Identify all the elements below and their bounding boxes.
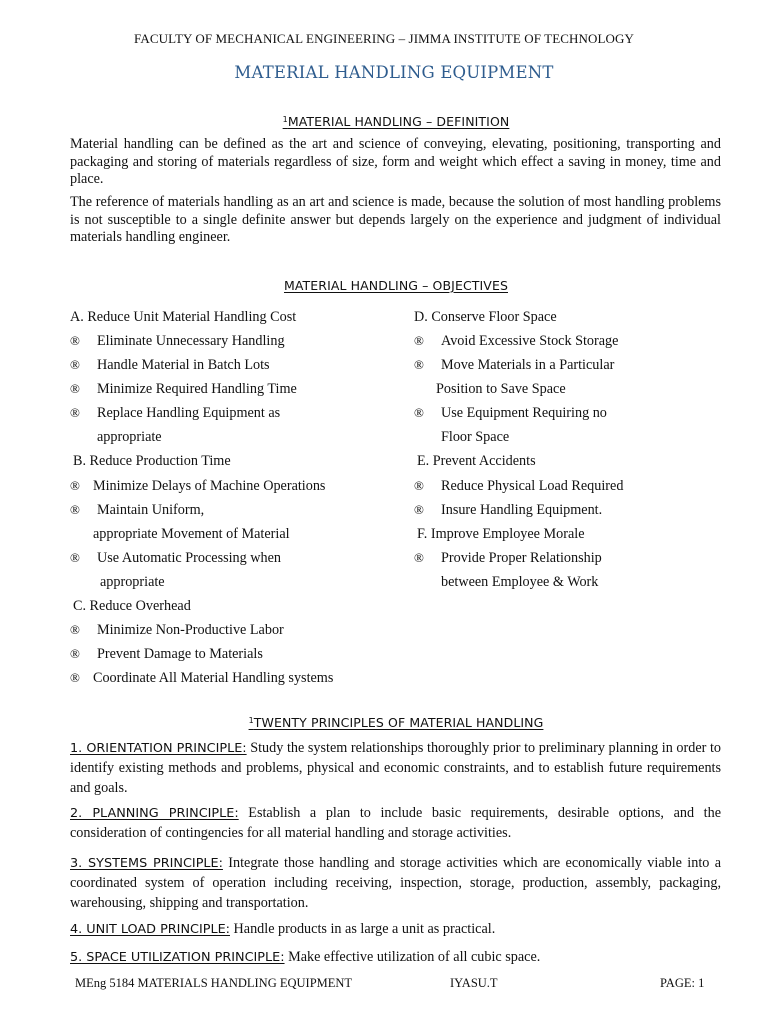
objective-item — [70, 669, 333, 687]
objective-item — [70, 404, 280, 422]
objective-b-heading: B. Reduce Production Time — [73, 453, 231, 469]
objective-item-text: Reduce Physical Load Required — [441, 478, 624, 494]
document-title: MATERIAL HANDLING EQUIPMENT — [234, 63, 554, 82]
registered-bullet-icon: ® — [414, 502, 424, 517]
definition-heading — [0, 114, 768, 129]
objective-f-heading: F. Improve Employee Morale — [417, 526, 585, 542]
objective-item-text: Minimize Delays of Machine Operations — [93, 478, 326, 494]
objective-item — [70, 621, 284, 639]
principle-planning — [70, 804, 721, 844]
objective-item — [70, 501, 204, 519]
objective-item-text: Coordinate All Material Handling systems — [93, 670, 334, 686]
objective-item — [414, 332, 618, 350]
objective-item-text: Minimize Required Handling Time — [97, 381, 297, 397]
principle-name: 3. SYSTEMS PRINCIPLE: — [70, 856, 223, 871]
objective-item-text: Avoid Excessive Stock Storage — [441, 333, 619, 349]
footer-course: MEng 5184 MATERIALS HANDLING EQUIPMENT — [75, 976, 353, 990]
principle-name: 1. ORIENTATION PRINCIPLE: — [70, 741, 247, 756]
principle-orientation — [70, 739, 721, 798]
page-header: FACULTY OF MECHANICAL ENGINEERING – JIMMA INSTITUTE OF TECHNOLOGY — [133, 31, 634, 46]
objective-item-text: Use Equipment Requiring no — [441, 405, 607, 421]
registered-bullet-icon: ® — [70, 405, 80, 420]
principle-name: 4. UNIT LOAD PRINCIPLE: — [70, 922, 230, 937]
objective-item-text: Minimize Non-Productive Labor — [97, 622, 284, 638]
objective-item-text: Use Automatic Processing when — [97, 550, 282, 566]
objective-item — [70, 332, 285, 350]
registered-bullet-icon: ® — [414, 333, 424, 348]
footer-page-number: PAGE: 1 — [660, 976, 705, 990]
objective-item-text: Move Materials in a Particular — [441, 357, 615, 373]
objective-item — [70, 380, 297, 398]
objective-item — [70, 477, 325, 495]
registered-bullet-icon: ® — [70, 381, 80, 396]
principle-text: Establish a plan to include basic requirements, desirable options, and the consideration of contingencies for all material handling and storage activities. — [70, 805, 721, 841]
registered-bullet-icon: ® — [70, 646, 80, 661]
principle-name: 5. SPACE UTILIZATION PRINCIPLE: — [70, 950, 285, 965]
registered-bullet-icon: ® — [70, 357, 80, 372]
objectives-heading: MATERIAL HANDLING – OBJECTIVES — [283, 278, 508, 293]
principles-heading — [0, 715, 768, 730]
objective-a-heading: A. Reduce Unit Material Handling Cost — [70, 309, 297, 325]
registered-bullet-icon: ® — [70, 670, 80, 685]
objective-item-continuation: Position to Save Space — [436, 381, 566, 397]
objective-item-text: Handle Material in Batch Lots — [97, 357, 270, 373]
objective-item-text: Eliminate Unnecessary Handling — [97, 333, 285, 349]
objective-item-continuation: appropriate — [100, 574, 165, 590]
definition-paragraph-2: The reference of materials handling as an art and science is made, because the solution of most handling problems is not susceptible to a single definite answer but depends largely on the experience and judgment of individual materials handling engineer. — [70, 194, 721, 246]
objective-item — [70, 356, 270, 374]
objective-item-text: Insure Handling Equipment. — [441, 502, 603, 518]
principle-unit-load — [70, 920, 721, 940]
registered-bullet-icon: ® — [414, 478, 424, 493]
objective-item-text: Provide Proper Relationship — [441, 550, 602, 566]
objective-item-text: Maintain Uniform, — [97, 502, 205, 518]
objective-item — [414, 501, 602, 519]
objective-c-heading: C. Reduce Overhead — [73, 598, 191, 614]
objective-item — [414, 404, 607, 422]
objective-item — [414, 477, 623, 495]
principle-text: Make effective utilization of all cubic space. — [284, 949, 541, 965]
registered-bullet-icon: ® — [70, 478, 80, 493]
objective-item — [414, 549, 602, 567]
objective-e-heading: E. Prevent Accidents — [417, 453, 536, 469]
footnote-marker: 1 — [248, 716, 254, 725]
objective-item — [70, 549, 281, 567]
principle-text: Study the system relationships thoroughly prior to preliminary planning in order to identify existing methods and problems, physical and economic constraints, and to establish future requirements and goals. — [70, 740, 721, 796]
objective-item-text: Prevent Damage to Materials — [97, 646, 263, 662]
registered-bullet-icon: ® — [414, 405, 424, 420]
definition-heading-text: MATERIAL HANDLING – DEFINITION — [287, 114, 510, 129]
registered-bullet-icon: ® — [414, 550, 424, 565]
objective-item — [70, 645, 263, 663]
objective-item-continuation: appropriate — [97, 429, 162, 445]
footnote-marker: 1 — [282, 115, 288, 124]
objective-item-text: Replace Handling Equipment as — [97, 405, 281, 421]
registered-bullet-icon: ® — [414, 357, 424, 372]
principle-text: Handle products in as large a unit as practical. — [229, 921, 496, 937]
registered-bullet-icon: ® — [70, 550, 80, 565]
objective-item-continuation: Floor Space — [441, 429, 510, 445]
footer-author: IYASU.T — [450, 976, 498, 990]
registered-bullet-icon: ® — [70, 502, 80, 517]
objective-item — [414, 356, 614, 374]
principle-space-utilization — [70, 948, 721, 968]
principle-systems — [70, 854, 721, 913]
principles-heading-text: TWENTY PRINCIPLES OF MATERIAL HANDLING — [253, 715, 544, 730]
registered-bullet-icon: ® — [70, 333, 80, 348]
objective-item-continuation: appropriate Movement of Material — [93, 526, 290, 542]
definition-paragraph-1: Material handling can be defined as the art and science of conveying, elevating, positioning, transporting and packaging and storing of materials regardless of size, form and weight which effect a saving in money, time and place. — [70, 136, 721, 188]
registered-bullet-icon: ® — [70, 622, 80, 637]
principle-text: Integrate those handling and storage activities which are economically viable into a coordinated system of operation including receiving, inspection, storage, production, assembly, packaging, warehousing, shipping and transportation. — [70, 855, 721, 911]
objective-d-heading: D. Conserve Floor Space — [414, 309, 557, 325]
principle-name: 2. PLANNING PRINCIPLE: — [70, 806, 239, 821]
objective-item-continuation: between Employee & Work — [441, 574, 599, 590]
